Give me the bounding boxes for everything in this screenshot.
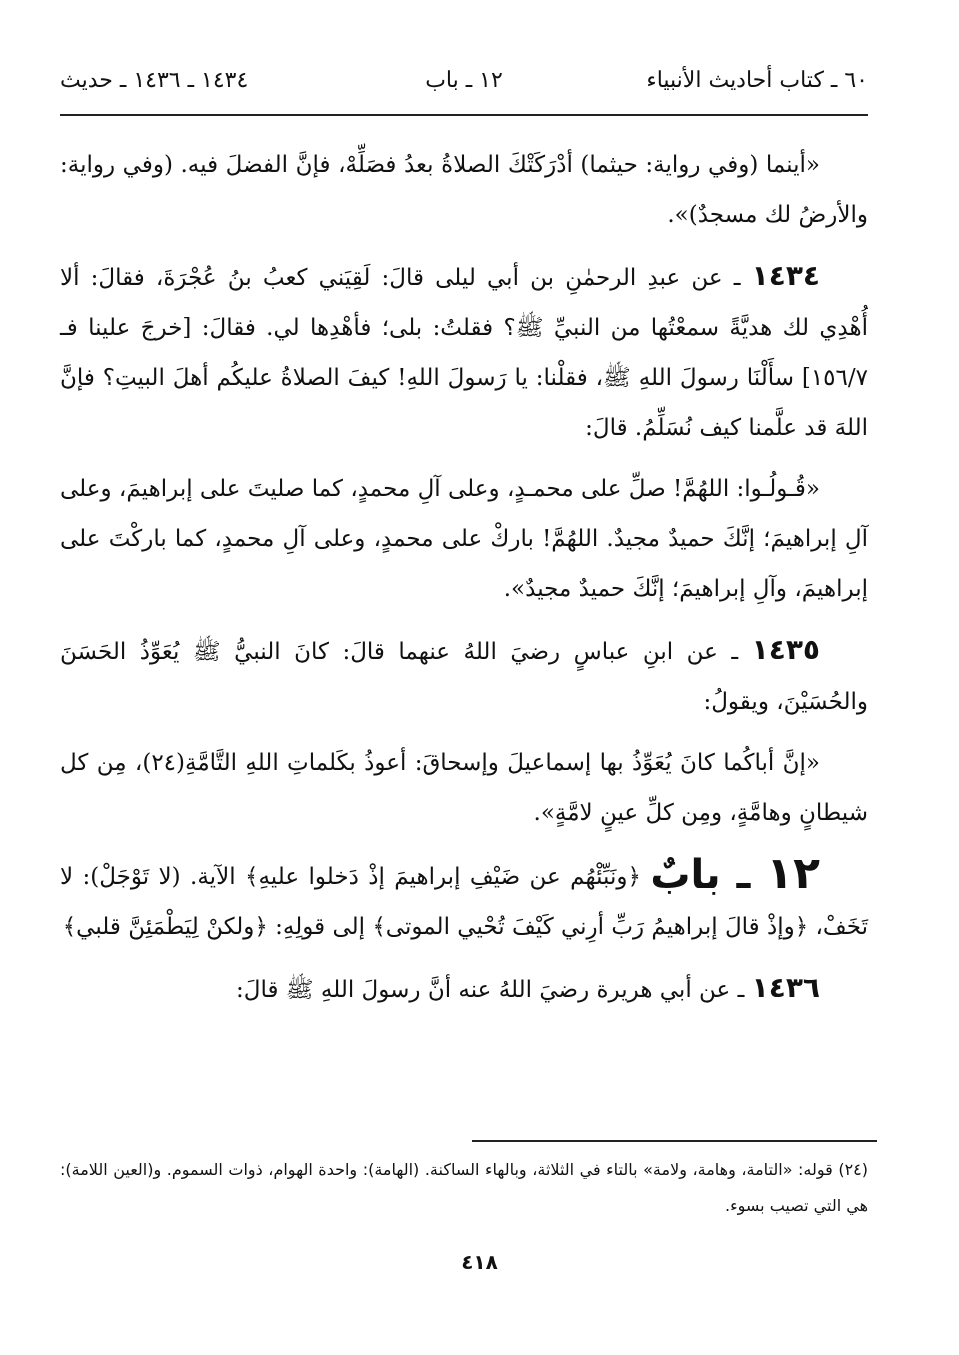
hadith-1435 [60, 625, 868, 727]
hadith-1434-quote: «قُـولُـوا: اللهُمَّ! صلِّ على محمـدٍ، وعلى آلِ محمدٍ، كما صليتَ على إبراهيمَ، وعلى آلِ إبراهيمَ؛ إنَّكَ حميدٌ مجيدٌ. اللهُمَّ! باركْ على محمدٍ، وعلى آلِ محمدٍ، كما باركْتَ على إبراهيمَ، وآلِ إبراهيمَ؛ إنَّكَ حميدٌ مجيدٌ». [60, 476, 868, 602]
hadith-text: ـ عن ابنِ عباسٍ رضيَ اللهُ عنهما قالَ: كانَ النبيُّ ﷺ يُعَوِّذُ الحَسَنَ والحُسَيْنَ، ويقولُ: [60, 639, 868, 715]
footnote-divider [472, 1140, 877, 1142]
header-hadith-range: ١٤٣٤ ـ ١٤٣٦ ـ حديث [60, 68, 249, 93]
header-chapter: ١٢ ـ باب [425, 68, 503, 93]
running-header [60, 62, 868, 102]
main-text [60, 140, 868, 1026]
chapter-dash: ـ [720, 852, 767, 898]
paragraph-continuation: «أينما (وفي رواية: حيثما) أدْرَكَتْكَ الصلاةُ بعدُ فصَلِّهْ، فإنَّ الفضلَ فيه. (وفي رواية: والأرضُ لك مسجدٌ)». [60, 152, 868, 228]
hadith-1435-quote: «إنَّ أباكُما كانَ يُعَوِّذُ بها إسماعيلَ وإسحاقَ: أعوذُ بكَلماتِ اللهِ التَّامَّةِ(٢٤)، مِن كل شيطانٍ وهامَّةٍ، ومِن كلِّ عينٍ لامَّةٍ». [60, 750, 868, 826]
hadith-number: ١٤٣٤ [751, 259, 820, 292]
chapter-number: ١٢ [766, 848, 821, 899]
hadith-1434 [60, 251, 868, 453]
header-book-title: ٦٠ ـ كتاب أحاديث الأنبياء [646, 68, 868, 93]
footnotes [60, 1152, 868, 1224]
hadith-number: ١٤٣٥ [751, 633, 820, 666]
hadith-text: ـ عن عبدِ الرحمٰنِ بن أبي ليلى قالَ: لَقِيَني كعبُ بنُ عُجْرَةَ، فقالَ: ألا أُهْدِي لك هديَّةً سمعْتُها من النبيِّ ﷺ؟ فقلتُ: بلى؛ فأهْدِها لي. فقالَ: [خرجَ علينا فـ ١٥٦/٧] سأَلْنَا رسولَ اللهِ ﷺ، فقلْنا: يا رَسولَ اللهِ! كيفَ الصلاةُ عليكُم أهلَ البيتِ؟ فإنَّ اللهَ قد علَّمنا كيف نُسَلِّمُ. قالَ: [60, 265, 868, 441]
footnote-24: (٢٤) قوله: «التامة، وهامة، ولامة» بالتاء في الثلاثة، وبالهاء الساكنة. (الهامة): واحدة الهوام، ذوات السموم. و(العين اللامة): هي التي تصيب بسوء. [60, 1160, 868, 1215]
hadith-1436 [60, 963, 868, 1015]
chapter-word: بابٌ [650, 852, 721, 898]
chapter-heading [60, 849, 868, 952]
page-number: ٤١٨ [461, 1250, 498, 1274]
hadith-text: ـ عن أبي هريرة رضيَ اللهُ عنه أنَّ رسولَ اللهِ ﷺ قالَ: [236, 977, 752, 1003]
header-divider [60, 114, 868, 116]
chapter-text: ﴿ونَبِّئْهُم عن ضَيْفِ إبراهيمَ إذْ دَخلوا عليهِ﴾ الآية. (لا تَوْجَلْ): لا تَخَفْ، ﴿وإذْ قالَ إبراهيمُ رَبِّ أرِني كَيْفَ تُحْيي الموتى﴾ إلى قولِهِ: ﴿ولكنْ لِيَطْمَئِنَّ قلبي﴾ [60, 864, 868, 940]
hadith-number: ١٤٣٦ [751, 971, 820, 1004]
